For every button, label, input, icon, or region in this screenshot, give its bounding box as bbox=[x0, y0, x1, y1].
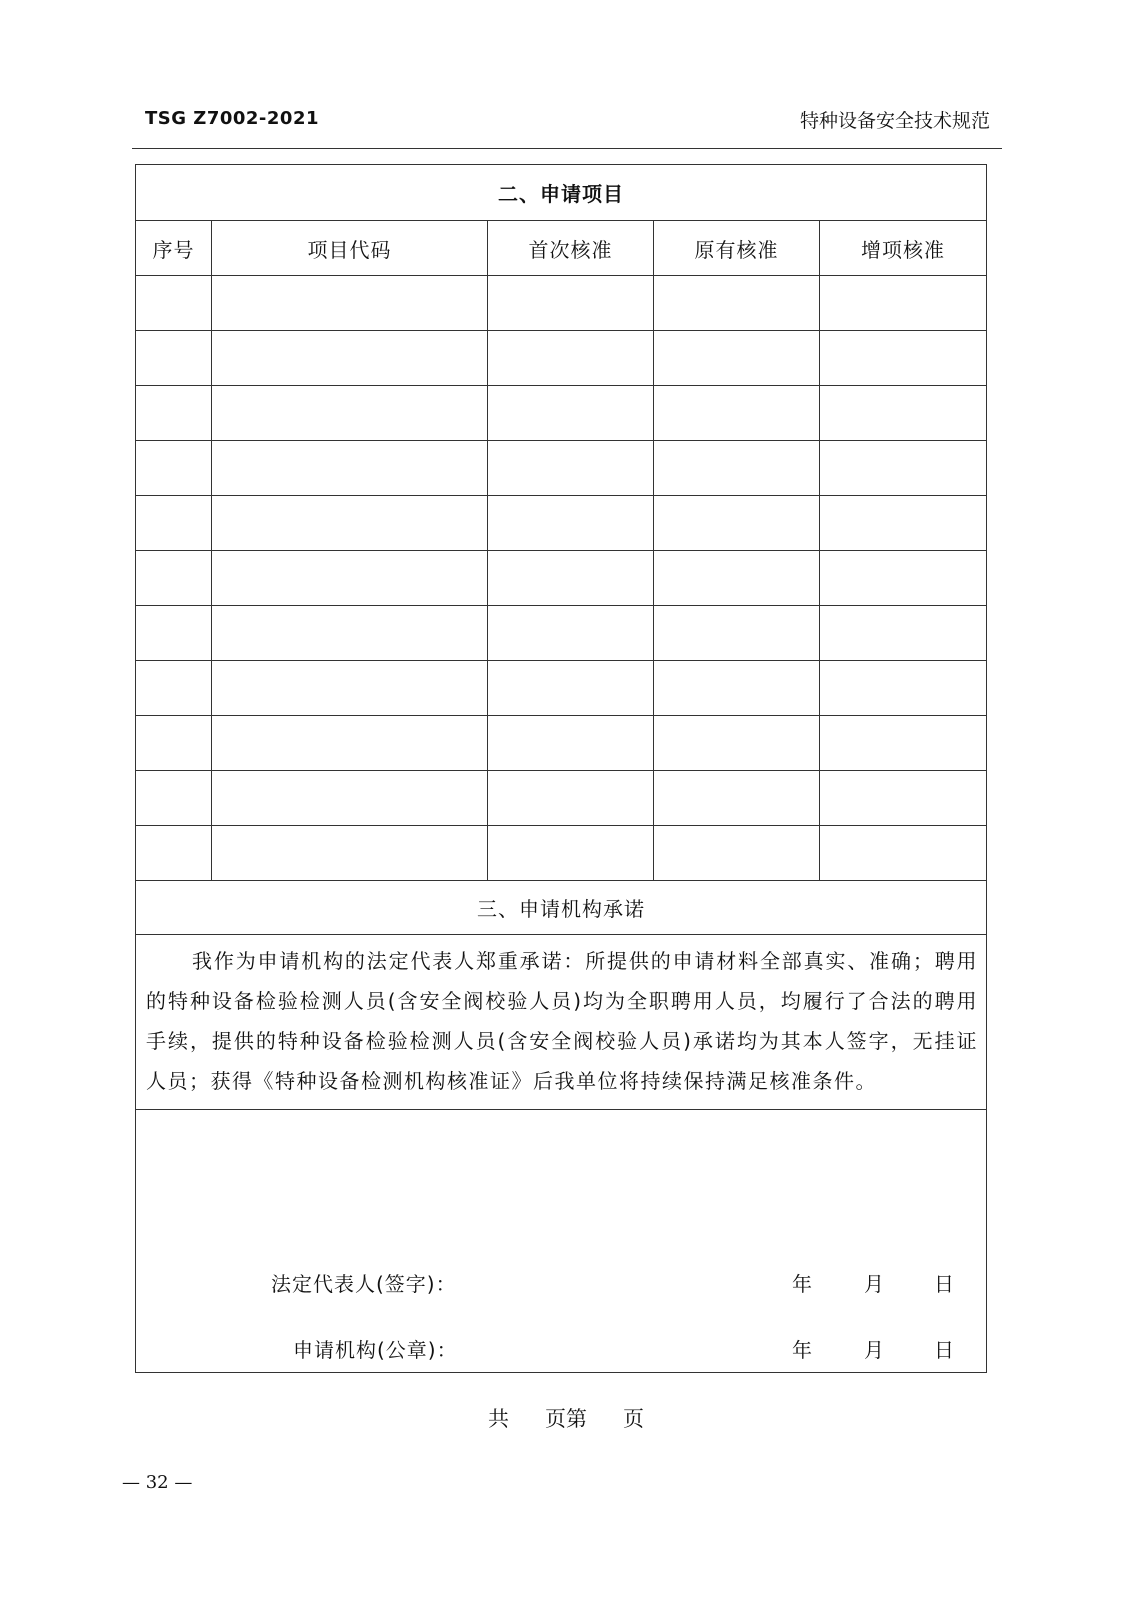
table-cell[interactable] bbox=[654, 496, 820, 551]
col-header-first-approval: 首次核准 bbox=[488, 221, 654, 276]
table-cell[interactable] bbox=[654, 551, 820, 606]
table-cell[interactable] bbox=[820, 771, 987, 826]
table-cell[interactable] bbox=[136, 496, 212, 551]
table-row bbox=[136, 716, 987, 771]
table-cell[interactable] bbox=[654, 771, 820, 826]
standard-category: 特种设备安全技术规范 bbox=[799, 110, 990, 132]
table-cell[interactable] bbox=[820, 606, 987, 661]
standard-code: TSG Z7002-2021 bbox=[145, 108, 320, 129]
org-seal-year: 年 bbox=[792, 1338, 812, 1362]
table-row bbox=[136, 386, 987, 441]
table-cell[interactable] bbox=[136, 551, 212, 606]
table-cell[interactable] bbox=[212, 661, 488, 716]
table-cell[interactable] bbox=[654, 441, 820, 496]
pager-unit: 页 bbox=[545, 1407, 566, 1431]
table-cell[interactable] bbox=[136, 276, 212, 331]
table-cell[interactable] bbox=[654, 716, 820, 771]
table-cell[interactable] bbox=[654, 331, 820, 386]
header-rule bbox=[132, 148, 1002, 149]
table-cell[interactable] bbox=[136, 716, 212, 771]
table-cell[interactable] bbox=[488, 496, 654, 551]
table-cell[interactable] bbox=[820, 386, 987, 441]
table-row bbox=[136, 551, 987, 606]
table-cell[interactable] bbox=[488, 661, 654, 716]
table-cell[interactable] bbox=[820, 331, 987, 386]
table-cell[interactable] bbox=[654, 826, 820, 881]
column-header-row bbox=[136, 221, 987, 276]
table-row bbox=[136, 276, 987, 331]
table-cell[interactable] bbox=[136, 441, 212, 496]
table-cell[interactable] bbox=[212, 716, 488, 771]
table-cell[interactable] bbox=[654, 276, 820, 331]
table-cell[interactable] bbox=[488, 441, 654, 496]
table-cell[interactable] bbox=[212, 441, 488, 496]
table-cell[interactable] bbox=[820, 551, 987, 606]
table-cell[interactable] bbox=[488, 551, 654, 606]
table-cell[interactable] bbox=[212, 826, 488, 881]
table-cell[interactable] bbox=[136, 661, 212, 716]
table-cell[interactable] bbox=[488, 386, 654, 441]
section3-title: 三、申请机构承诺 bbox=[136, 881, 987, 935]
table-cell[interactable] bbox=[488, 826, 654, 881]
application-form-table bbox=[135, 164, 987, 1373]
org-seal-month: 月 bbox=[864, 1338, 884, 1362]
table-cell[interactable] bbox=[820, 826, 987, 881]
section2-title: 二、申请项目 bbox=[136, 165, 987, 221]
table-row bbox=[136, 606, 987, 661]
table-cell[interactable] bbox=[654, 661, 820, 716]
table-cell[interactable] bbox=[212, 551, 488, 606]
col-header-added-approval: 增项核准 bbox=[820, 221, 987, 276]
table-cell[interactable] bbox=[654, 386, 820, 441]
col-header-item-code: 项目代码 bbox=[212, 221, 488, 276]
org-seal-label: 申请机构(公章)： bbox=[293, 1338, 458, 1362]
legal-rep-month: 月 bbox=[864, 1272, 884, 1296]
table-cell[interactable] bbox=[488, 716, 654, 771]
table-cell[interactable] bbox=[820, 716, 987, 771]
table-row bbox=[136, 826, 987, 881]
table-cell[interactable] bbox=[654, 606, 820, 661]
table-cell[interactable] bbox=[136, 386, 212, 441]
signature-area bbox=[136, 1110, 987, 1373]
table-cell[interactable] bbox=[212, 496, 488, 551]
col-header-existing-approval: 原有核准 bbox=[654, 221, 820, 276]
table-cell[interactable] bbox=[136, 606, 212, 661]
org-seal-day: 日 bbox=[934, 1338, 954, 1362]
legal-rep-year: 年 bbox=[792, 1272, 812, 1296]
table-cell[interactable] bbox=[136, 771, 212, 826]
pager-unit-2: 页 bbox=[623, 1407, 644, 1431]
table-cell[interactable] bbox=[488, 331, 654, 386]
page-counter bbox=[0, 1403, 1132, 1433]
legal-rep-signature-label: 法定代表人(签字)： bbox=[271, 1272, 457, 1296]
item-rows bbox=[136, 276, 987, 881]
table-cell[interactable] bbox=[212, 386, 488, 441]
table-cell[interactable] bbox=[820, 661, 987, 716]
page-number: — 32 — bbox=[122, 1472, 193, 1493]
table-cell[interactable] bbox=[136, 826, 212, 881]
table-row bbox=[136, 441, 987, 496]
table-cell[interactable] bbox=[488, 771, 654, 826]
legal-rep-day: 日 bbox=[934, 1272, 954, 1296]
table-cell[interactable] bbox=[136, 331, 212, 386]
pager-nth: 第 bbox=[566, 1407, 587, 1431]
table-row bbox=[136, 661, 987, 716]
table-row bbox=[136, 771, 987, 826]
col-header-index: 序号 bbox=[136, 221, 212, 276]
table-cell[interactable] bbox=[212, 771, 488, 826]
table-cell[interactable] bbox=[820, 276, 987, 331]
table-cell[interactable] bbox=[488, 606, 654, 661]
table-cell[interactable] bbox=[488, 276, 654, 331]
table-row bbox=[136, 496, 987, 551]
table-cell[interactable] bbox=[212, 276, 488, 331]
table-row bbox=[136, 331, 987, 386]
pager-total: 共 bbox=[488, 1407, 509, 1431]
commitment-text: 我作为申请机构的法定代表人郑重承诺：所提供的申请材料全部真实、准确；聘用的特种设备检验检测人员(含安全阀校验人员)均为全职聘用人员，均履行了合法的聘用手续，提供的特种设备检验检测人员(含安全阀校验人员)承诺均为其本人签字，无挂证人员；获得《特种设备检测机构核准证》后我单位将持续保持满足核准条件。 bbox=[136, 935, 987, 1110]
table-cell[interactable] bbox=[820, 496, 987, 551]
table-cell[interactable] bbox=[212, 331, 488, 386]
table-cell[interactable] bbox=[212, 606, 488, 661]
table-cell[interactable] bbox=[820, 441, 987, 496]
